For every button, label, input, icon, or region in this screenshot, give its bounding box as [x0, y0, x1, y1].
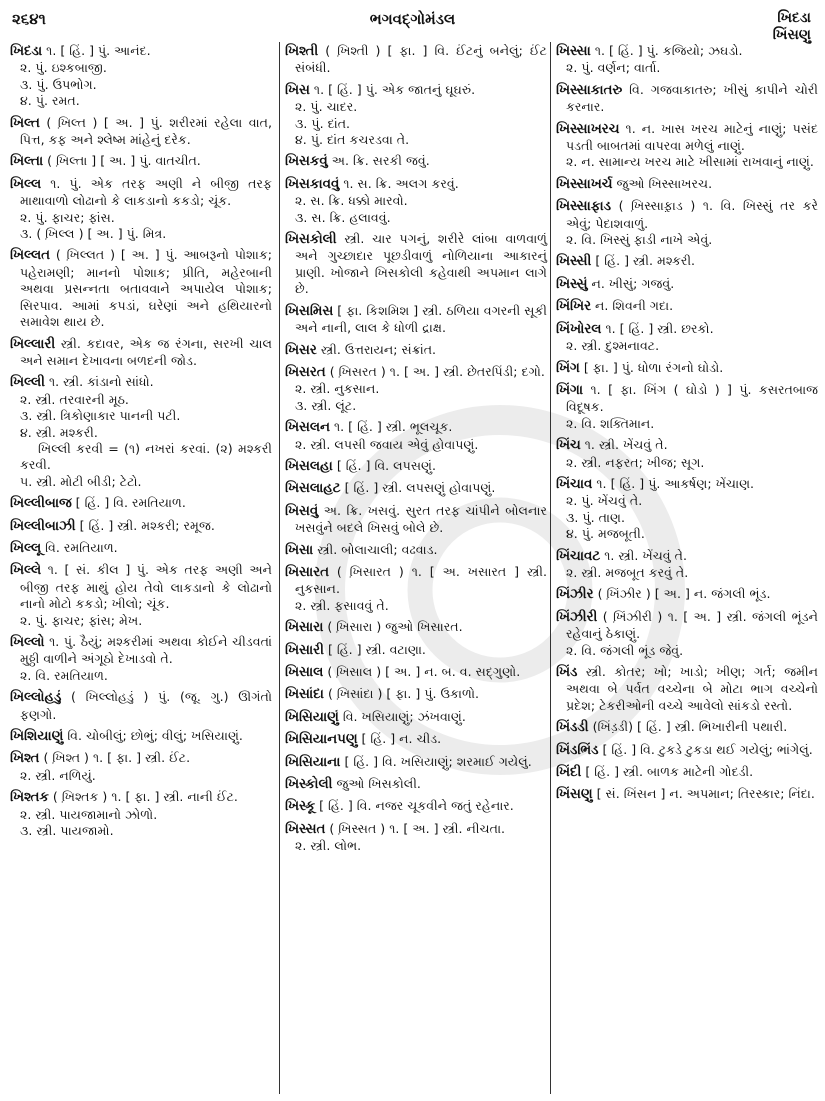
headword: ખિંચ: [556, 438, 581, 454]
sub-sense: ૨. પું. ચાદર.: [295, 99, 358, 115]
definition: ( ખિ઼સ્સત ) ૧. [ અ. ] સ્ત્રી. નીચતા.: [329, 820, 506, 836]
definition: ન. ખીસું; ગજવું.: [591, 275, 675, 291]
headword: ખિસ્સાકાતરુ: [556, 82, 623, 98]
definition: ( ખિ઼સ્સાફા઼ડ ) ૧. વિ. ખિસ્સું તર કરે એવું; પેદાશવાળું.: [566, 198, 818, 231]
headword: ખિલ્ત: [10, 115, 40, 131]
dictionary-entry: [10, 374, 272, 391]
definition: ૧. સ્ત્રી. ખેંચવું તે.: [584, 437, 668, 453]
sub-sense: ૨. સ્ત્રી. પાયજામાનો ઝોળો.: [20, 806, 158, 822]
headword: ખિલ્લ: [10, 176, 42, 192]
sub-sense: ૪. પું. મજબૂતી.: [566, 526, 645, 542]
definition: [ હિં. ] સ્ત્રી. વટાણા.: [327, 641, 426, 657]
dictionary-entry: [285, 342, 547, 359]
dictionary-entry: [285, 364, 547, 381]
dictionary-entry: [556, 476, 818, 493]
definition: ૧. [ ફા. ખિંગ ( ઘોડો ) ] પું. કસરતબાજ વિદૂષક.: [566, 381, 818, 415]
headword: ખિસકવું: [285, 154, 328, 170]
headword: ખિસ્સું: [556, 276, 588, 292]
sub-sense: ૨. ન. સામાન્ય ખરચ માટે ખીસામાં રાખવાનું નાણું.: [566, 154, 814, 170]
sub-sense: ૩. પું. દાંત.: [295, 115, 351, 131]
dictionary-entry: [556, 253, 818, 270]
dictionary-entry: [556, 360, 818, 377]
headword: ખિસારા: [285, 620, 324, 636]
definition: ( ખિ઼ંઝીરી ) ૧. [ અ. ] સ્ત્રી. જંગલી ભૂંડને રહેવાનું ઠેકાણું.: [566, 608, 818, 642]
definition: ( ખિ઼શ્તી ) [ ફા. ] વિ. ઈંટનું બનેલું; ઈંટ સંબંધી.: [295, 43, 547, 76]
definition: [ ફા. ] પું. ધોળા રંગનો ઘોડો.: [583, 359, 724, 375]
sub-sense: ૨. પું. ફાચર; ફાંસ.: [20, 209, 115, 225]
definition: [ હિં. ] સ્ત્રી. બાળક માટેની ગોદડી.: [585, 764, 754, 780]
headword: ખિંચાવ: [556, 476, 593, 492]
definition: ૧. [ હિં. ] સ્ત્રી. ભૂલચૂક.: [334, 419, 453, 435]
definition: [ હિં. ] સ્ત્રી. મશ્કરી; રમૂજ.: [79, 517, 215, 533]
dictionary-entry: [285, 821, 547, 838]
definition: ૧. [ હિં. ] સ્ત્રી. છરકો.: [605, 320, 714, 336]
sub-sense: ૨. સ્ત્રી. મજબૂત કરવું તે.: [566, 564, 689, 580]
column-divider: [279, 42, 280, 1094]
sub-sense: ૪. સ્ત્રી. મશ્કરી.: [20, 424, 98, 440]
dictionary-entry: [285, 776, 547, 793]
headword: ખિંઝીર: [556, 587, 594, 603]
definition: [ હિં. ] વિ. ખસિયાણું; શરમાઈ ગયેલું.: [344, 753, 532, 769]
sub-sense: ૩. ( ખિ઼લ્લ ) [ અ. ] પું. મિત્ર.: [20, 226, 167, 242]
headword: ખિલ્લારી: [10, 336, 56, 352]
headword: ખિસાલ: [285, 665, 324, 680]
dictionary-entry: [556, 121, 818, 155]
headword: ખિસારત: [285, 564, 329, 580]
headword: ખિસ: [285, 82, 310, 98]
headword: ખિસ્સાફાડ: [556, 199, 611, 215]
headword: ખિલ્લોહડું: [10, 690, 62, 706]
dictionary-entry: [10, 153, 272, 170]
sub-sense: ૨. સ્ત્રી. નુકસાન.: [295, 381, 380, 397]
dictionary-entry: [285, 798, 547, 815]
headword: ખિલ્લત: [10, 248, 50, 264]
definition: ૧. સ. ક્રિ. અલગ કરવું.: [343, 175, 459, 191]
definition: ૧. [ હિં. ] પું. કજિયો; ઝઘડો.: [594, 43, 743, 58]
headword: ખિંગ: [556, 360, 580, 376]
headword: ખિંખોરલ: [556, 321, 602, 337]
headword: ખિંચાવટ: [556, 548, 601, 564]
definition: (ખિંડ઼ડી) [ હિં. ] સ્ત્રી. ભિખારીની પથારી.: [592, 719, 788, 735]
definition: ૧. [ હિં. ] પું. આકર્ષણ; ખેંચાણ.: [596, 475, 755, 491]
definition: ( ખિ઼સારા ) જુઓ ખિસારત.: [327, 619, 463, 635]
dictionary-entry: [285, 153, 547, 170]
dictionary-entry: [285, 664, 547, 681]
column-3: [556, 38, 818, 804]
headword: ખિલ્લે: [10, 563, 42, 579]
definition: વિ. ખસિયાણું; ઝંખવાણું.: [342, 708, 466, 724]
running-title: ભગવદ્ગોમંડલ: [369, 10, 456, 28]
dictionary-entry: [10, 750, 272, 767]
dictionary-entry: [285, 619, 547, 636]
sub-sense: ૩. સ્ત્રી. પાયજામો.: [20, 823, 114, 839]
definition: ( ખિ઼લ્ત ) [ અ. ] પું. શરીરમાં રહેલા વાત, પિત્ત, કફ અને શ્લેષ્મ માંહેનું દરેક.: [20, 114, 272, 148]
dictionary-entry: [556, 176, 818, 193]
sub-sense: ૨. પું. ખેંચવું તે.: [566, 493, 643, 509]
dictionary-entry: [285, 542, 547, 559]
headword: ખિસારી: [285, 642, 324, 658]
dictionary-entry: [556, 586, 818, 603]
dictionary-entry: [10, 540, 272, 557]
sub-sense: ૨. સ્ત્રી. લોભ.: [295, 838, 362, 854]
definition: ૧. [ સં. કીલ ] પું. એક તરફ અણી અને બીજી તરફ માથું હોય તેવો લાકડાનો કે લોઢાનો નાનો મોટો કકડો; ખીલો; ચૂંક.: [20, 562, 272, 612]
definition: ( ખિ઼ંઝીર ) [ અ. ] ન. જંગલી ભૂંડ.: [597, 586, 771, 602]
headword: ખિશ્તી: [285, 44, 319, 59]
headword: ખિંઝીરી: [556, 609, 598, 625]
dictionary-entry: [556, 298, 818, 315]
headword: ખિસવું: [285, 503, 319, 519]
headword: ખિસા: [285, 542, 314, 558]
headword: ખિંડભિંડ: [556, 742, 599, 758]
headword: ખિંદી: [556, 765, 582, 781]
headword: ખિશ્તક: [10, 790, 49, 806]
definition: સ્ત્રી. ઉત્તરાયન; સંક્રાંત.: [320, 341, 437, 357]
dictionary-entry: [556, 664, 818, 714]
sub-sense: ૨. વિ. શક્તિમાન.: [566, 415, 655, 431]
dictionary-entry: [285, 43, 547, 77]
headword: ખિસ્સાખરચ: [556, 121, 620, 137]
headword: ખિસર: [285, 342, 317, 358]
headword: ખિદડા: [10, 44, 43, 59]
dictionary-entry: [556, 548, 818, 565]
definition: ૧. પું. ઠૈયું; મશ્કરીમાં અથવા કોઈને ચીડવતાં મુઠ્ઠી વાળીને અંગૂઠો દેખાડવો તે.: [20, 634, 273, 667]
sub-sense: ૨. વિ. ખિસ્સું ફાડી નાખે એવું.: [566, 232, 713, 248]
definition: [ હિં. ] સ્ત્રી. લપસણું હોવાપણું.: [344, 480, 496, 496]
headword: ખિસિયાના: [285, 754, 341, 770]
definition: [ હિં. ] સ્ત્રી. મશ્કરી.: [595, 253, 696, 269]
dictionary-entry: [10, 634, 272, 668]
headword: ખિલ્લીબાજ: [10, 496, 72, 512]
column-divider: [550, 42, 551, 1094]
definition: ( ખિ઼શ્તક ) ૧. [ ફા. ] સ્ત્રી. નાની ઈંટ.: [52, 789, 238, 805]
page-number: ૨૬૪૧: [12, 10, 46, 28]
dictionary-entry: [10, 176, 272, 210]
dictionary-entry: [285, 458, 547, 475]
guide-word-first: ખિદડા: [777, 10, 811, 26]
definition: વિ. ચોબીલું; છોભું; વીલું; ખસિયાણું.: [67, 728, 243, 744]
dictionary-entry: [556, 43, 818, 60]
definition: ૧. [ હિં. ] પું. એક જાતનું ઘૂઘરું.: [313, 81, 476, 97]
definition: [ હિં. ] ન. ચીડ.: [361, 731, 442, 747]
headword: ખિલ્લૂ: [10, 540, 42, 556]
dictionary-entry: [285, 176, 547, 193]
headword: ખિંગા: [556, 382, 584, 398]
definition: અ. ક્રિ. ખસવું. સુરત તરફ ચાંપીને બોલનાર ખસવુંને બદલે ખિસવું બોલે છે.: [295, 502, 547, 536]
sub-sense: ૫. સ્ત્રી. મોટી બીડી; ટેટો.: [20, 473, 142, 489]
sub-sense: ૨. સ. ક્રિ. ધક્કો મારવો.: [295, 193, 408, 209]
dictionary-entry: [10, 43, 272, 60]
definition: ( ખિ઼સાલ ) [ અ. ] ન. બ. વ. સદ્‌ગુણો.: [327, 664, 521, 679]
dictionary-entry: [556, 719, 818, 736]
headword: ખિલ્લો: [10, 635, 45, 650]
dictionary-entry: [10, 247, 272, 330]
dictionary-entry: [10, 562, 272, 612]
sub-sense: ૩. સ્ત્રી. ત્રિકોણાકાર પાનની પટી.: [20, 408, 181, 424]
sub-sense: ૩. સ્ત્રી. લૂંટ.: [295, 397, 357, 413]
dictionary-entry: [285, 564, 547, 598]
dictionary-entry: [10, 336, 272, 370]
definition: વિ. રમતિયાળ.: [45, 539, 118, 555]
dictionary-entry: [556, 609, 818, 643]
dictionary-entry: [285, 731, 547, 748]
sub-sense: ૪. પું. દાંત કચરડવા તે.: [295, 132, 410, 148]
sub-sense: ૨. સ્ત્રી. દુશ્મનાવટ.: [566, 338, 660, 354]
definition: ૧. પું. એક તરફ અણી ને બીજી તરફ માથાવાળો લોઢાનો કે લાકડાનો કકડો; ચૂંક.: [20, 175, 272, 209]
sub-sense: ૨. પું. ઇશ્કબાજી.: [20, 60, 107, 76]
definition: [ હિં. ] વિ. નજર ચૂકવીને જતું રહેનાર.: [319, 798, 514, 814]
headword: ખિસ્કોલી: [285, 777, 333, 793]
definition: [ હિં. ] વિ. ટુકડે ટુકડા થઈ ગયેલું; ભાંગેલું.: [602, 741, 813, 757]
definition: ( ખિલ્લોહડું ) પું. (જૂ. ગુ.) ઊગંતો ફણગો.: [20, 689, 272, 722]
definition: જુઓ ખિસકોલી.: [336, 776, 421, 792]
dictionary-entry: [10, 689, 272, 723]
dictionary-entry: [556, 742, 818, 759]
headword: ખિસરત: [285, 364, 326, 380]
dictionary-entry: [10, 518, 272, 535]
headword: ખિંખિર: [556, 299, 591, 315]
headword: ખિસલાહટ: [285, 481, 341, 497]
headword: ખિસિયાણું: [285, 709, 339, 725]
dictionary-entry: [10, 728, 272, 745]
dictionary-entry: [10, 115, 272, 149]
sub-sense: ૨. સ્ત્રી. નળિયું.: [20, 767, 96, 783]
headword: ખિંડડી: [556, 720, 589, 736]
sub-sense: ૨. વિ. જંગલી ભૂંડ જેવું.: [566, 642, 684, 658]
definition: [ ફા. કિશમિશ ] સ્ત્રી. ઠળિયા વગરની સૂકી અને નાની, લાલ કે ધોળી દ્રાક્ષ.: [295, 302, 547, 336]
sub-sense: ૨. વિ. રમતિયાળ.: [20, 667, 108, 683]
definition: ( ખિ઼લ્તા ] [ અ. ] પું. વાતચીત.: [47, 153, 201, 169]
headword: ખિસલહા: [285, 458, 333, 474]
definition: વિ. ગજવાકાતરુ; ખીસું કાપીને ચોરી કરનાર.: [566, 81, 818, 115]
dictionary-entry: [285, 754, 547, 771]
dictionary-entry: [556, 276, 818, 293]
sub-sense: ૩. પું. ઉપભોગ.: [20, 76, 97, 92]
definition: સ્ત્રી. ચાર પગનું, શરીરે લાંબા વાળવાળું અને ગુચ્છાદાર પૂછડીવાળું નોળિયાના આકારનું પ્રાણી. ખોજાને ખિસકોલી કહેવાથી અપમાન લાગે છે.: [295, 231, 547, 297]
guide-word-last: ખિંસણુ: [772, 27, 811, 43]
idiom: ખિલ્લી કરવી = (૧) નખરાં કરવાં. (૨) મશ્કરી કરવી.: [20, 440, 272, 473]
dictionary-entry: [285, 82, 547, 99]
sub-sense: ૨. સ્ત્રી. ફસાવવું તે.: [295, 597, 389, 613]
dictionary-entry: [285, 686, 547, 703]
headword: ખિંસણુ: [556, 787, 593, 803]
headword: ખિસલન: [285, 420, 330, 436]
definition: [ હિં. ] વિ. રમતિયાળ.: [75, 495, 186, 511]
headword: ખિલ્લી: [10, 375, 45, 391]
dictionary-entry: [285, 303, 547, 337]
definition: અ. ક્રિ. સરકી જવું.: [331, 153, 430, 169]
definition: ન. શિવની ગદા.: [595, 298, 674, 314]
headword: ખિસકોલી: [285, 232, 337, 248]
definition: ૧. ન. ખાસ ખરચ માટેનું નાણું; પસંદ પડતી બાબતમાં વાપરવા મળેલું નાણું.: [566, 120, 818, 154]
definition: ૧. સ્ત્રી. ખેંચવું તે.: [604, 547, 688, 563]
definition: ( ખિ઼સારત ) ૧. [ અ. ખસારત ] સ્ત્રી. નુકસાન.: [295, 563, 547, 597]
headword: ખિલ્તા: [10, 154, 44, 170]
headword: ખિસાંદા: [285, 687, 324, 703]
dictionary-entry: [556, 198, 818, 232]
column-2: [285, 38, 547, 855]
sub-sense: ૩. પું. તાણ.: [566, 509, 625, 525]
sub-sense: ૨. પું. ફાચર; ફાંસ; મેખ.: [20, 612, 143, 628]
headword: ખિસકાવવું: [285, 176, 340, 192]
definition: [ હિં. ] વિ. લપસણું.: [336, 457, 437, 473]
dictionary-entry: [285, 231, 547, 298]
definition: સ્ત્રી. બોલાચાલી; વઢવાડ.: [317, 541, 438, 557]
dictionary-entry: [556, 786, 818, 803]
dictionary-entry: [556, 437, 818, 454]
headword: ખિંડ: [556, 665, 578, 680]
dictionary-entry: [285, 503, 547, 537]
headword: ખિસિયાનપણુ: [285, 732, 358, 748]
sub-sense: ૨. સ્ત્રી. લપસી જવાય એવું હોવાપણું.: [295, 436, 479, 452]
definition: ( ખિ઼લ્લત ) [ અ. ] પું. આબરૂનો પોશાક; પહેરામણી; માનનો પોશાક; પ્રીતિ, મહેરબાની અથવા પ્રસન્નતા બતાવવાને અપાયેલ પોશાક; સિરપાવ. આમાં કપડાં, ઘરેણાં અને હથિયારનો સમાવેશ થાય છે.: [20, 247, 272, 330]
dictionary-entry: [285, 419, 547, 436]
headword: ખિસમિસ: [285, 303, 334, 319]
definition: જુઓ ખિસ્સાખરચ.: [616, 175, 713, 191]
headword: ખિશિયાણું: [10, 729, 64, 745]
headword: ખિશ્ત: [10, 751, 40, 767]
definition: [ સં. ખિંસન ] ન. અપમાન; તિરસ્કાર; નિંદા.: [596, 786, 815, 802]
headword: ખિસ્સાખર્ચ: [556, 176, 613, 192]
dictionary-entry: [556, 321, 818, 338]
headword: ખિસ્સી: [556, 254, 592, 270]
sub-sense: ૩. સ. ક્રિ. હલાવવું.: [295, 209, 391, 225]
definition: ( ખિ઼શ્ત ) ૧. [ ફા. ] સ્ત્રી. ઈંટ.: [43, 750, 191, 766]
headword: ખિસ્સત: [285, 821, 326, 837]
dictionary-entry: [285, 642, 547, 659]
dictionary-entry: [285, 480, 547, 497]
dictionary-entry: [10, 495, 272, 512]
headword: ખિસ્કૂ: [285, 799, 316, 815]
definition: સ્ત્રી. કોતર; ખો; ખાડો; ખીણ; ગર્ત; જમીન અથવા બે પર્વત વચ્ચેના બે મોટા ભાગ વચ્ચેનો પ્રદેશ; ટેકરીઓની વચ્ચે આવેલો સાંકડો રસ્તો.: [566, 664, 818, 713]
sub-sense: ૪. પું. રમત.: [20, 93, 80, 109]
dictionary-entry: [285, 709, 547, 726]
headword: ખિલ્લીબાઝી: [10, 518, 76, 534]
column-1: [10, 38, 272, 839]
dictionary-entry: [556, 382, 818, 416]
dictionary-entry: [556, 764, 818, 781]
definition: ( ખિ઼સરત ) ૧. [ અ. ] સ્ત્રી. છેતરપિંડી; દગો.: [329, 363, 545, 379]
definition: ( ખિ઼સાંદા ) [ ફા. ] પું. ઉકાળો.: [327, 686, 479, 702]
sub-sense: ૨. સ્ત્રી. તરવારની મૂઠ.: [20, 391, 129, 407]
definition: ૧. [ હિં. ] પું. આનંદ.: [46, 43, 151, 58]
headword: ખિસ્સા: [556, 44, 591, 59]
definition: ૧. સ્ત્રી. કાંડાનો સાંધો.: [48, 374, 154, 390]
sub-sense: ૨. સ્ત્રી. નફરત; ખીજ; સૂગ.: [566, 454, 705, 470]
sub-sense: ૨. પું. વર્ણન; વાર્તા.: [566, 60, 661, 76]
dictionary-entry: [10, 789, 272, 806]
definition: સ્ત્રી. કદાવર, એક જ રંગના, સરખી ચાલ અને સમાન દેખાવના બળદની જોડ.: [20, 335, 272, 368]
dictionary-entry: [556, 82, 818, 116]
